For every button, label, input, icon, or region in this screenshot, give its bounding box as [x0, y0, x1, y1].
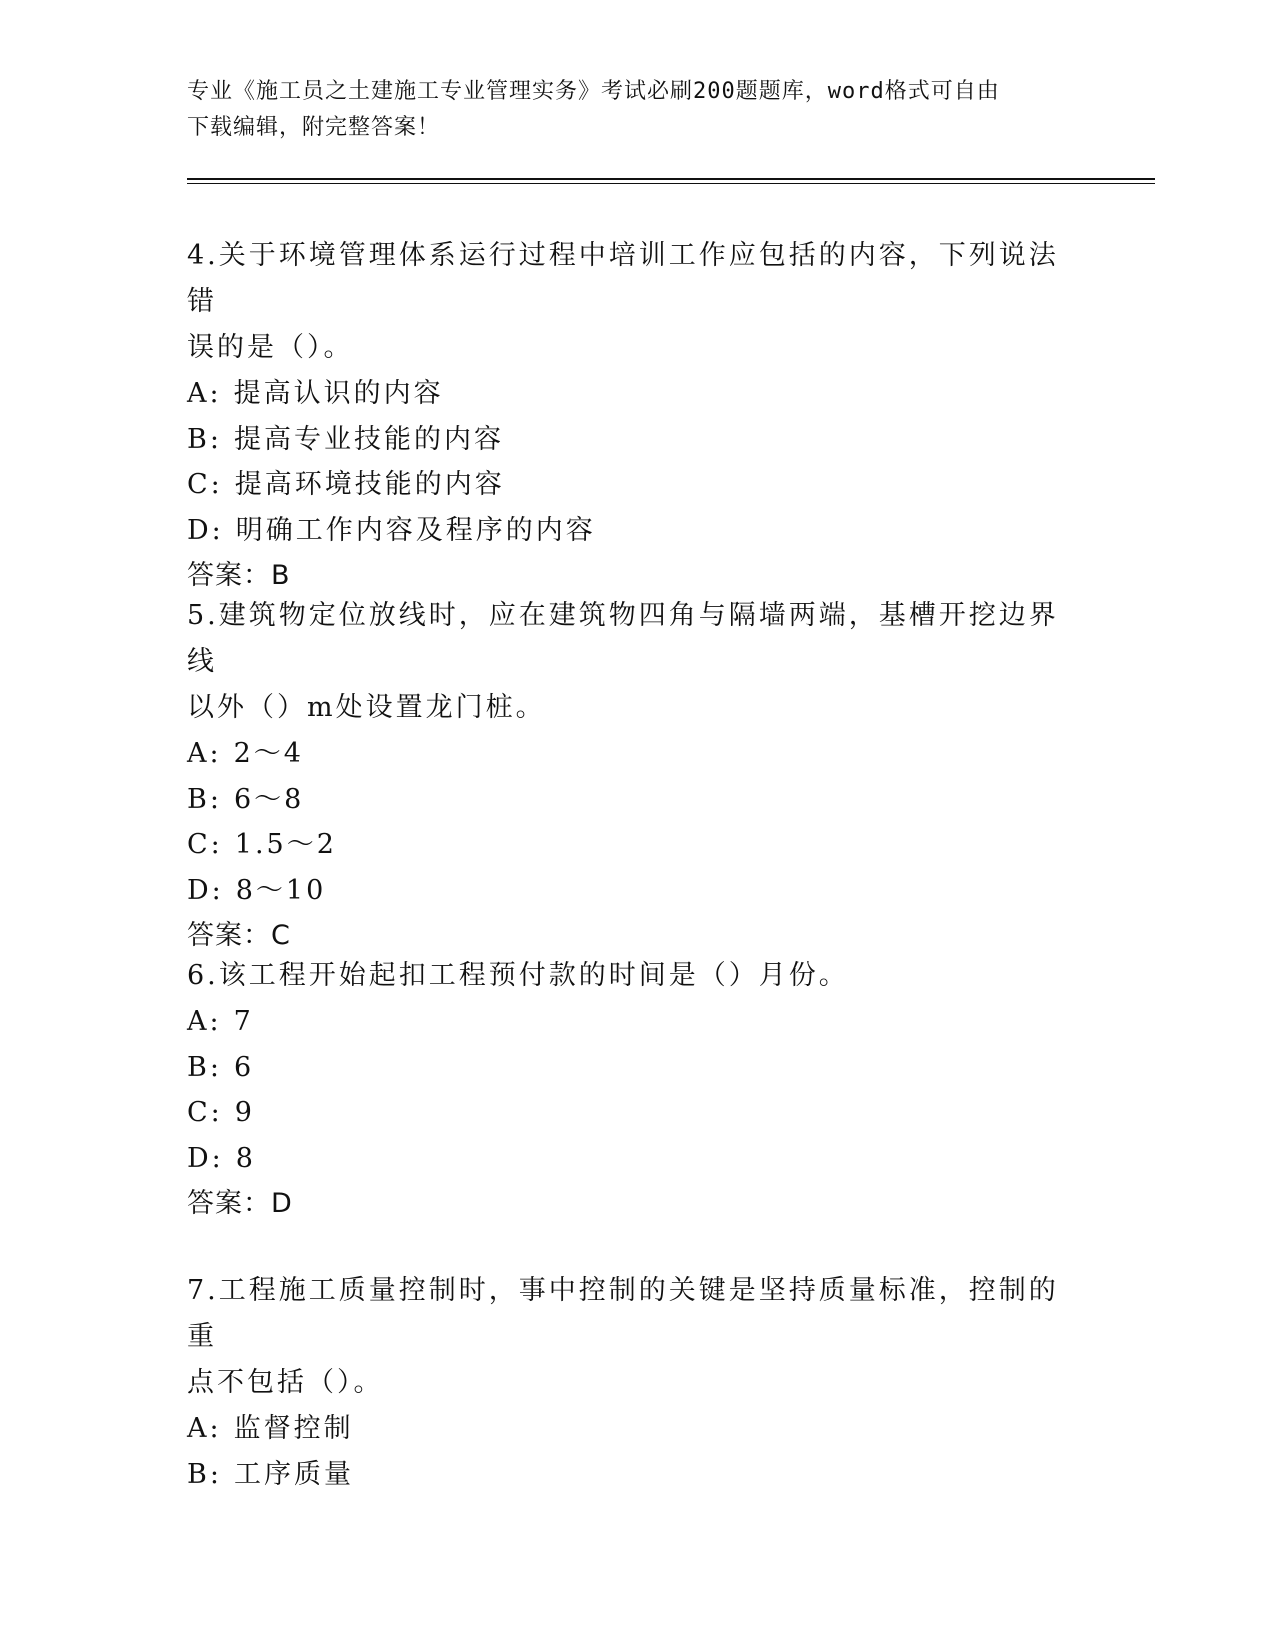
question-7-line-2: 点不包括（）。	[187, 1367, 384, 1398]
question-6-answer: 答案：D	[187, 1188, 293, 1219]
option-label: D:	[187, 874, 224, 906]
option-text: 7	[233, 1006, 254, 1037]
header-line-2: 下载编辑，附完整答案！	[187, 115, 441, 140]
question-6-option-a	[187, 999, 1067, 1045]
question-4-line-1: 4.关于环境管理体系运行过程中培训工作应包括的内容，下列说法错	[187, 240, 1059, 317]
question-7	[187, 1268, 1067, 1497]
question-6-text	[187, 953, 1067, 999]
option-text: 提高专业技能的内容	[233, 423, 504, 455]
question-5-line-1: 5.建筑物定位放线时，应在建筑物四角与隔墙两端，基槽开挖边界线	[187, 600, 1059, 677]
document-header	[187, 74, 1087, 146]
question-4-line-2: 误的是（）。	[187, 332, 354, 363]
option-label: C:	[187, 1097, 223, 1128]
option-label: D:	[187, 514, 224, 546]
option-text: 1.5～2	[234, 829, 337, 860]
question-6-option-c	[187, 1090, 1067, 1136]
header-line-1: 专业《施工员之土建施工专业管理实务》考试必刷200题题库，word格式可自由	[187, 79, 1000, 104]
question-4-answer: 答案：B	[187, 560, 291, 591]
question-6-option-b	[187, 1045, 1067, 1091]
option-label: C:	[187, 469, 223, 500]
question-4	[187, 233, 1067, 599]
option-text: 提高认识的内容	[233, 378, 444, 409]
option-text: 8	[235, 1142, 256, 1174]
option-text: 9	[234, 1097, 255, 1128]
question-5	[187, 593, 1067, 959]
option-text: 6～8	[233, 783, 305, 815]
question-5-option-d	[187, 868, 1067, 914]
question-5-answer: 答案：C	[187, 920, 291, 951]
option-label: B:	[187, 423, 222, 455]
question-5-option-c	[187, 822, 1067, 868]
question-7-line-1: 7.工程施工质量控制时，事中控制的关键是坚持质量标准，控制的重	[187, 1275, 1059, 1352]
question-4-option-c	[187, 462, 1067, 508]
question-5-option-b	[187, 777, 1067, 823]
option-text: 明确工作内容及程序的内容	[235, 514, 596, 546]
option-label: A:	[187, 1006, 222, 1037]
question-7-text	[187, 1268, 1067, 1406]
question-4-text	[187, 233, 1067, 371]
question-6-line-1: 6.该工程开始起扣工程预付款的时间是（）月份。	[187, 960, 849, 991]
question-7-option-a	[187, 1406, 1067, 1452]
header-divider-top	[187, 178, 1155, 180]
option-text: 监督控制	[233, 1413, 354, 1444]
question-5-line-2: 以外（）m处设置龙门桩。	[187, 692, 546, 723]
option-label: B:	[187, 1051, 222, 1083]
question-6	[187, 953, 1067, 1227]
question-5-option-a	[187, 731, 1067, 777]
question-5-text	[187, 593, 1067, 731]
option-text: 提高环境技能的内容	[234, 469, 505, 500]
option-label: B:	[187, 783, 222, 815]
option-text: 2～4	[233, 738, 304, 769]
question-4-option-b	[187, 417, 1067, 463]
option-label: A:	[187, 738, 222, 769]
option-label: D:	[187, 1142, 224, 1174]
header-divider-bottom	[187, 183, 1155, 184]
option-label: C:	[187, 829, 223, 860]
question-4-option-d	[187, 508, 1067, 554]
question-7-option-b	[187, 1452, 1067, 1498]
option-label: A:	[187, 378, 222, 409]
option-text: 8～10	[235, 874, 327, 906]
question-4-option-a	[187, 371, 1067, 417]
option-text: 6	[233, 1051, 255, 1083]
option-label: B:	[187, 1458, 222, 1490]
option-label: A:	[187, 1413, 222, 1444]
option-text: 工序质量	[233, 1458, 354, 1490]
question-6-option-d	[187, 1136, 1067, 1182]
